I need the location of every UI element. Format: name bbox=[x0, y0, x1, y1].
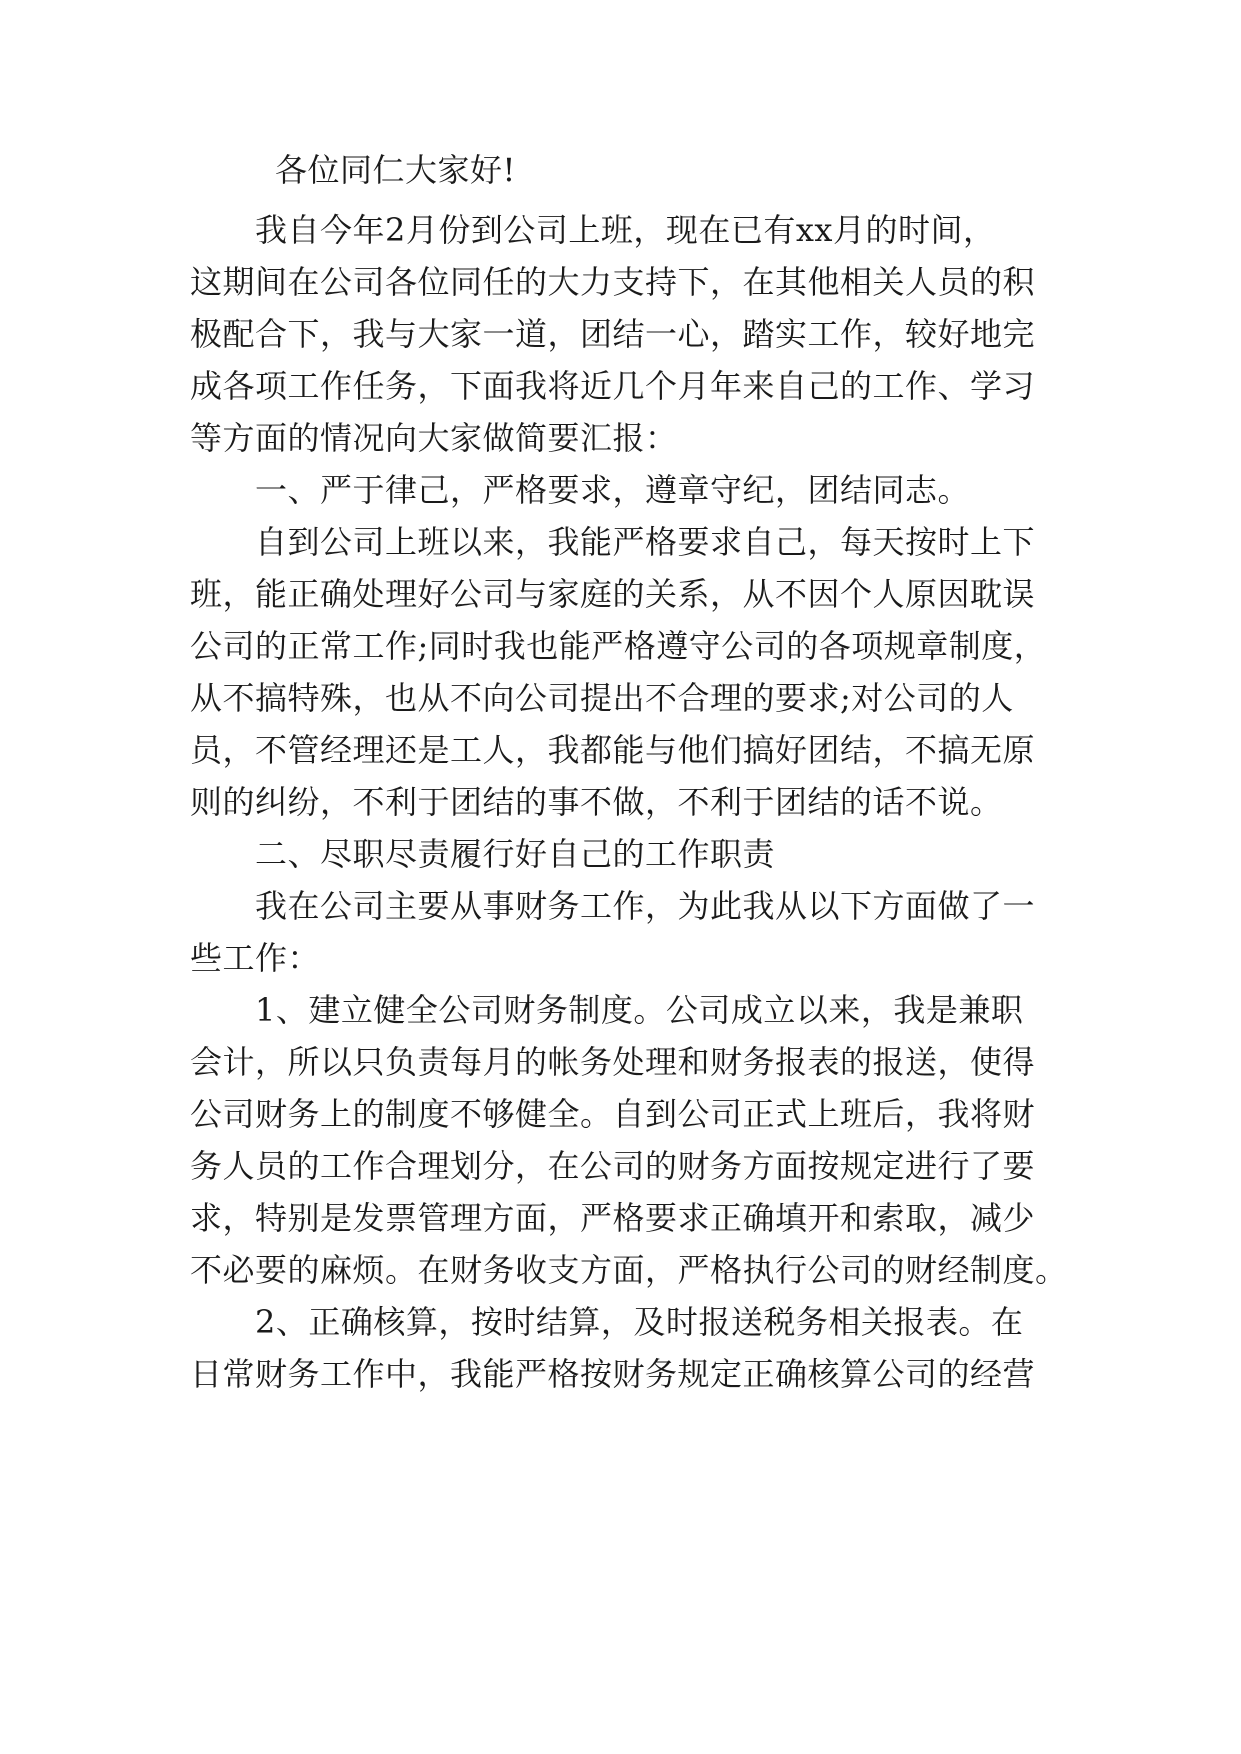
paragraph-line: 公司财务上的制度不够健全。自到公司正式上班后，我将财 bbox=[190, 1095, 1036, 1133]
paragraph-line: 些工作： bbox=[190, 939, 321, 977]
paragraph-line: 会计，所以只负责每月的帐务处理和财务报表的报送，使得 bbox=[190, 1043, 1036, 1081]
paragraph-line: 我自今年2月份到公司上班，现在已有xx月的时间， bbox=[255, 211, 996, 249]
paragraph-line: 这期间在公司各位同任的大力支持下，在其他相关人员的积 bbox=[190, 263, 1036, 301]
paragraph-line: 从不搞特殊，也从不向公司提出不合理的要求;对公司的人 bbox=[190, 679, 1014, 717]
paragraph-line: 公司的正常工作;同时我也能严格遵守公司的各项规章制度， bbox=[190, 627, 1047, 665]
paragraph-line: 2、正确核算，按时结算，及时报送税务相关报表。在 bbox=[255, 1303, 1024, 1341]
paragraph-line: 员，不管经理还是工人，我都能与他们搞好团结，不搞无原 bbox=[190, 731, 1036, 769]
paragraph-line: 日常财务工作中，我能严格按财务规定正确核算公司的经营 bbox=[190, 1355, 1036, 1393]
paragraph-line: 成各项工作任务，下面我将近几个月年来自己的工作、学习 bbox=[190, 367, 1036, 405]
paragraph-line: 则的纠纷，不利于团结的事不做，不利于团结的话不说。 bbox=[190, 783, 1003, 821]
section-heading: 一、严于律己，严格要求，遵章守纪，团结同志。 bbox=[255, 471, 971, 509]
paragraph-line: 1、建立健全公司财务制度。公司成立以来，我是兼职 bbox=[255, 991, 1024, 1029]
paragraph-line: 班，能正确处理好公司与家庭的关系，从不因个人原因耽误 bbox=[190, 575, 1036, 613]
paragraph-line: 我在公司主要从事财务工作，为此我从以下方面做了一 bbox=[255, 887, 1036, 925]
paragraph-line: 自到公司上班以来，我能严格要求自己，每天按时上下 bbox=[255, 523, 1036, 561]
greeting-line: 各位同仁大家好! bbox=[275, 151, 516, 189]
paragraph-line: 求，特别是发票管理方面，严格要求正确填开和索取，减少 bbox=[190, 1199, 1036, 1237]
paragraph-line: 务人员的工作合理划分，在公司的财务方面按规定进行了要 bbox=[190, 1147, 1036, 1185]
paragraph-line: 等方面的情况向大家做简要汇报： bbox=[190, 419, 678, 457]
section-heading: 二、尽职尽责履行好自己的工作职责 bbox=[255, 835, 776, 873]
paragraph-line: 不必要的麻烦。在财务收支方面，严格执行公司的财经制度。 bbox=[190, 1251, 1068, 1289]
paragraph-line: 极配合下，我与大家一道，团结一心，踏实工作，较好地完 bbox=[190, 315, 1036, 353]
